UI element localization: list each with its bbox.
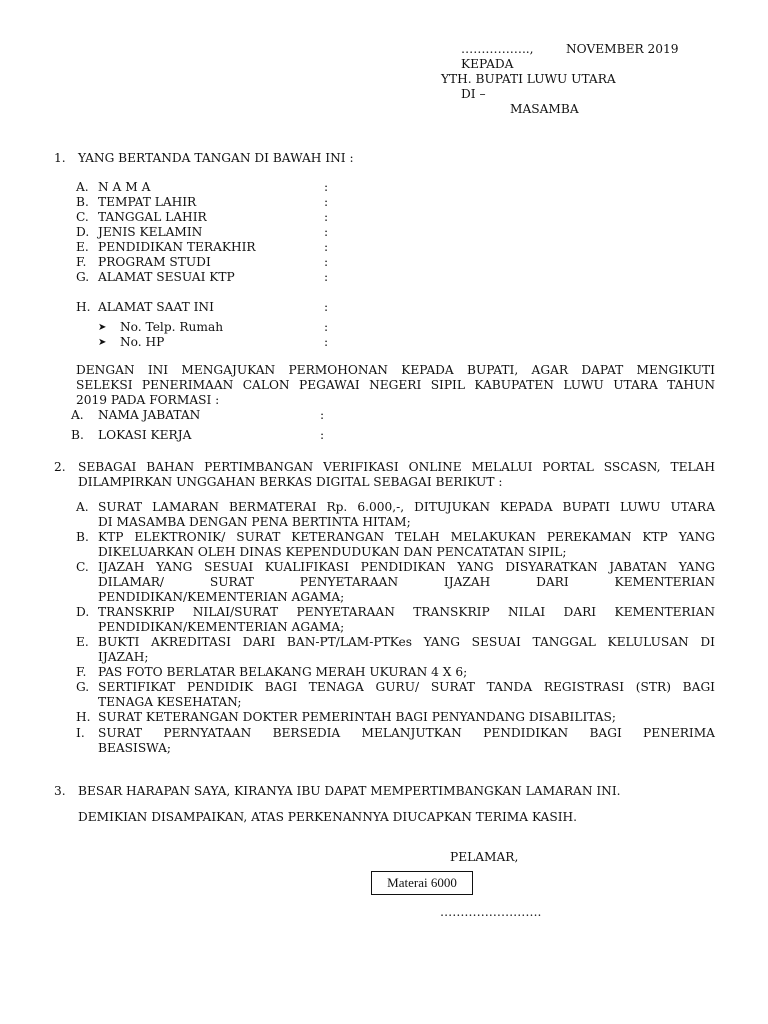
item-line: PENDIDIKAN/KEMENTERIAN AGAMA; [98, 590, 345, 604]
item-line: DILAMAR/ SURAT PENYETARAAN IJAZAH DARI KEMENTERIAN [98, 575, 715, 589]
item-line: TRANSKRIP NILAI/SURAT PENYETARAAN TRANSKRIP NILAI DARI KEMENTERIAN [98, 605, 715, 619]
field-letter: A. [76, 180, 89, 194]
item-line: PAS FOTO BERLATAR BELAKANG MERAH UKURAN 4 X 6; [98, 665, 468, 679]
section3-number: 3. [54, 784, 66, 798]
place-label: DI – [461, 87, 486, 101]
field-letter: D. [76, 225, 90, 239]
item-line: PENDIDIKAN/KEMENTERIAN AGAMA; [98, 620, 345, 634]
to-label: KEPADA [461, 57, 514, 71]
section3-text: BESAR HARAPAN SAYA, KIRANYA IBU DAPAT MEMPERTIMBANGKAN LAMARAN INI. [78, 784, 621, 798]
item-line: DI MASAMBA DENGAN PENA BERTINTA HITAM; [98, 515, 411, 529]
section2-intro-line: SEBAGAI BAHAN PERTIMBANGAN VERIFIKASI ONLINE MELALUI PORTAL SSCASN, TELAH [78, 460, 715, 474]
field-colon: : [324, 195, 329, 209]
field-letter: B. [76, 195, 89, 209]
item-letter: A. [76, 500, 89, 514]
field-colon: : [324, 320, 329, 334]
item-letter: G. [76, 680, 90, 694]
field-colon: : [320, 428, 325, 442]
field-label: ALAMAT SAAT INI [98, 300, 214, 314]
field-label: TANGGAL LAHIR [98, 210, 207, 224]
field-label: ALAMAT SESUAI KTP [98, 270, 235, 284]
item-line: KTP ELEKTRONIK/ SURAT KETERANGAN TELAH MELAKUKAN PEREKAMAN KTP YANG [98, 530, 715, 544]
field-label: TEMPAT LAHIR [98, 195, 197, 209]
item-letter: C. [76, 560, 89, 574]
item-line: BEASISWA; [98, 741, 171, 755]
item-line: BUKTI AKREDITASI DARI BAN-PT/LAM-PTKes YANG SESUAI TANGGAL KELULUSAN DI [98, 635, 715, 649]
paragraph-line: 2019 PADA FORMASI : [76, 393, 220, 407]
stamp-duty-box: Materai 6000 [371, 871, 473, 895]
item-letter: B. [76, 530, 89, 544]
item-line: SURAT KETERANGAN DOKTER PEMERINTAH BAGI PENYANDANG DISABILITAS; [98, 710, 617, 724]
arrow-bullet-icon: ➤ [98, 337, 107, 348]
phone-label: No. HP [120, 335, 165, 349]
place: MASAMBA [510, 102, 579, 116]
paragraph-line: DENGAN INI MENGAJUKAN PERMOHONAN KEPADA BUPATI, AGAR DAPAT MENGIKUTI [76, 363, 715, 377]
field-colon: : [324, 255, 329, 269]
date-blank: …………….., [461, 42, 534, 56]
arrow-bullet-icon: ➤ [98, 322, 107, 333]
field-letter: A. [71, 408, 84, 422]
item-line: SURAT PERNYATAAN BERSEDIA MELANJUTKAN PENDIDIKAN BAGI PENERIMA [98, 726, 715, 740]
field-letter: E. [76, 240, 89, 254]
field-colon: : [324, 300, 329, 314]
field-label: NAMA JABATAN [98, 408, 201, 422]
field-label: PENDIDIKAN TERAKHIR [98, 240, 256, 254]
item-letter: I. [76, 726, 85, 740]
field-letter: C. [76, 210, 89, 224]
item-line: SERTIFIKAT PENDIDIK BAGI TENAGA GURU/ SURAT TANDA REGISTRASI (STR) BAGI [98, 680, 715, 694]
field-colon: : [324, 225, 329, 239]
paragraph-line: SELEKSI PENERIMAAN CALON PEGAWAI NEGERI SIPIL KABUPATEN LUWU UTARA TAHUN [76, 378, 715, 392]
applicant-label: PELAMAR, [450, 850, 519, 864]
field-letter: G. [76, 270, 90, 284]
item-line: IJAZAH YANG SESUAI KUALIFIKASI PENDIDIKAN YANG DISYARATKAN JABATAN YANG [98, 560, 715, 574]
section1-number: 1. [54, 151, 66, 165]
signature-name-blank: ……………………. [440, 905, 542, 919]
field-label: JENIS KELAMIN [98, 225, 203, 239]
field-colon: : [324, 270, 329, 284]
field-label: N A M A [98, 180, 151, 194]
field-label: PROGRAM STUDI [98, 255, 211, 269]
field-label: LOKASI KERJA [98, 428, 192, 442]
item-letter: H. [76, 710, 91, 724]
field-colon: : [324, 335, 329, 349]
item-line: DIKELUARKAN OLEH DINAS KEPENDUDUKAN DAN PENCATATAN SIPIL; [98, 545, 567, 559]
section2-intro-line: DILAMPIRKAN UNGGAHAN BERKAS DIGITAL SEBAGAI BERIKUT : [78, 475, 503, 489]
field-colon: : [320, 408, 325, 422]
item-letter: D. [76, 605, 90, 619]
item-line: SURAT LAMARAN BERMATERAI Rp. 6.000,-, DITUJUKAN KEPADA BUPATI LUWU UTARA [98, 500, 715, 514]
field-letter: H. [76, 300, 91, 314]
section2-number: 2. [54, 460, 66, 474]
addressee: YTH. BUPATI LUWU UTARA [441, 72, 616, 86]
field-colon: : [324, 240, 329, 254]
section1-heading: YANG BERTANDA TANGAN DI BAWAH INI : [78, 151, 354, 165]
item-line: TENAGA KESEHATAN; [98, 695, 242, 709]
date-month: NOVEMBER 2019 [566, 42, 679, 56]
item-letter: F. [76, 665, 87, 679]
field-colon: : [324, 180, 329, 194]
field-letter: F. [76, 255, 87, 269]
phone-label: No. Telp. Rumah [120, 320, 224, 334]
field-letter: B. [71, 428, 84, 442]
closing-text: DEMIKIAN DISAMPAIKAN, ATAS PERKENANNYA DIUCAPKAN TERIMA KASIH. [78, 810, 578, 824]
field-colon: : [324, 210, 329, 224]
item-line: IJAZAH; [98, 650, 149, 664]
item-letter: E. [76, 635, 89, 649]
